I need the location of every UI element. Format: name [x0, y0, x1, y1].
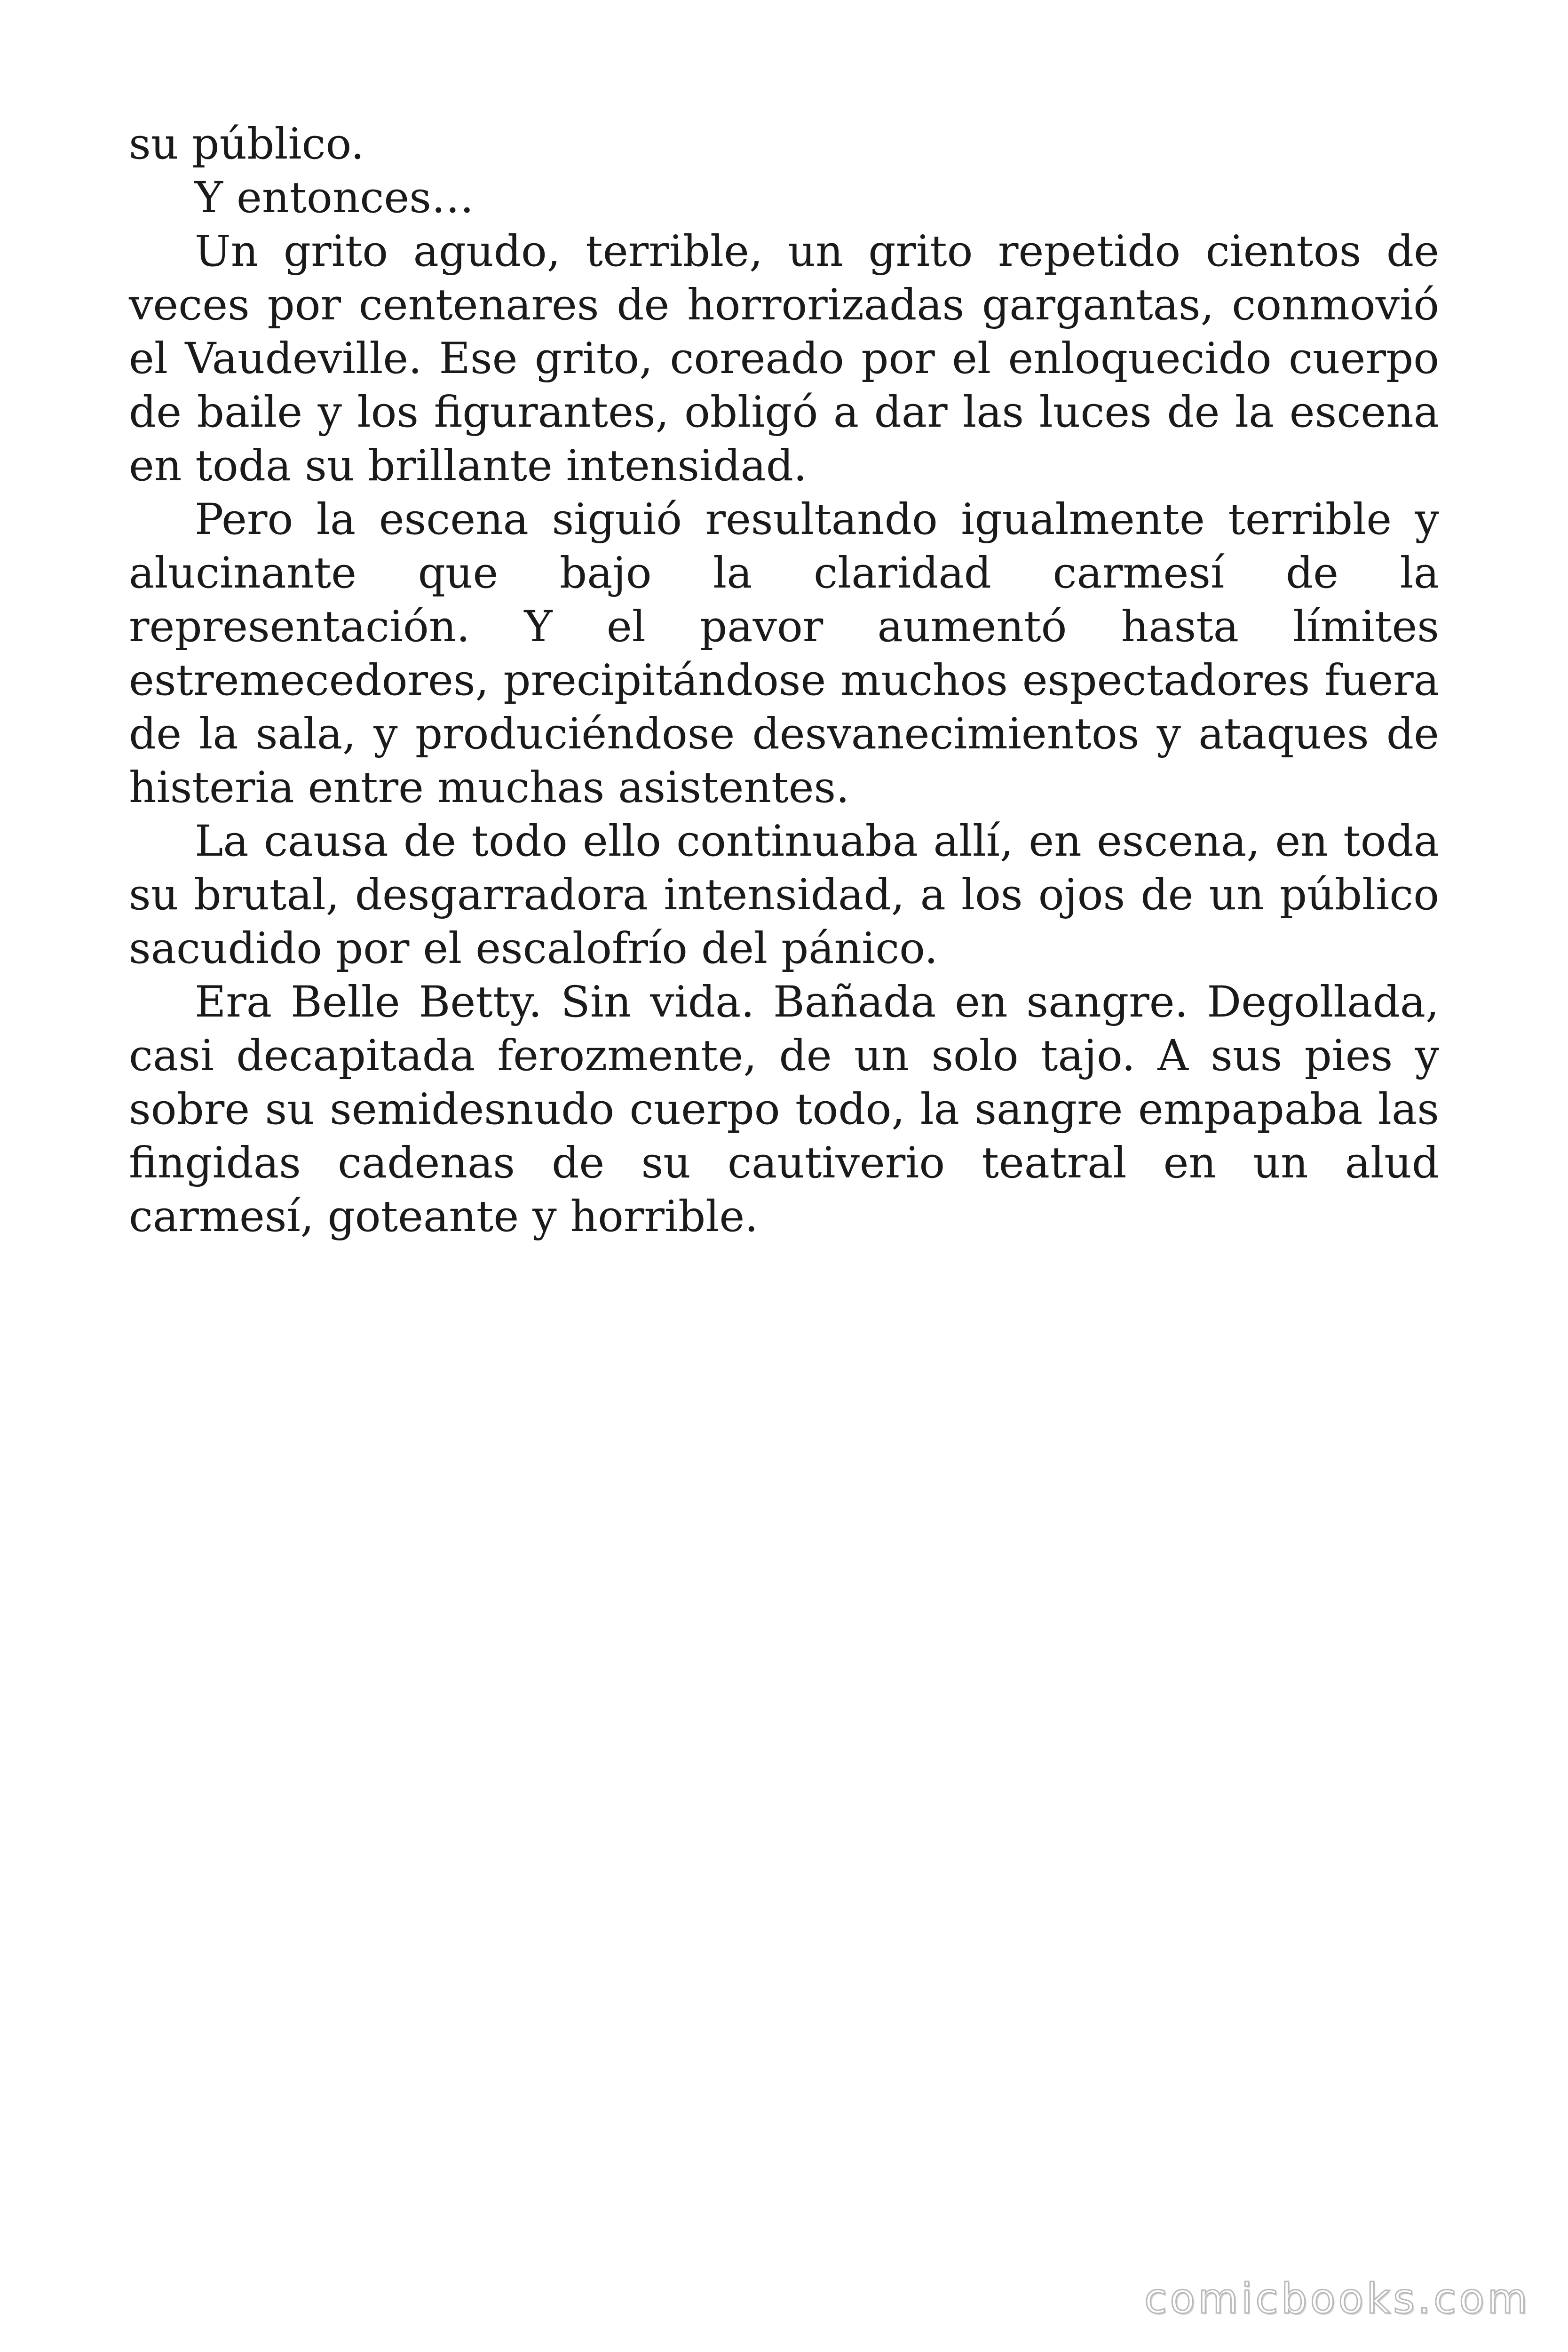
paragraph: Pero la escena siguió resultando igualmente terrible y alucinante que bajo la claridad carmesí de la representación. Y el pavor aumentó hasta límites estremecedores, precipitándose muchos espectadores fuera de la sala, y produciéndose desvanecimientos y ataques de histeria entre muchas asistentes.	[129, 495, 1439, 812]
paragraph: La causa de todo ello continuaba allí, en escena, en toda su brutal, desgarradora intensidad, a los ojos de un público sacudido por el escalofrío del pánico.	[129, 817, 1439, 973]
body-text	[129, 118, 1439, 1244]
paragraph: Era Belle Betty. Sin vida. Bañada en sangre. Degollada, casi decapitada ferozmente, de un solo tajo. A sus pies y sobre su semidesnudo cuerpo todo, la sangre empapaba las fingidas cadenas de su cautiverio teatral en un alud carmesí, goteante y horrible.	[129, 977, 1439, 1241]
paragraph: Y entonces…	[195, 173, 474, 222]
paragraph: Un grito agudo, terrible, un grito repetido cientos de veces por centenares de horrorizadas gargantas, conmovió el Vaudeville. Ese grito, coreado por el enloquecido cuerpo de baile y los figurantes, obligó a dar las luces de la escena en toda su brillante intensidad.	[129, 227, 1439, 491]
paragraph: su público.	[129, 119, 364, 169]
watermark: comicbooks.com	[1144, 2274, 1530, 2323]
